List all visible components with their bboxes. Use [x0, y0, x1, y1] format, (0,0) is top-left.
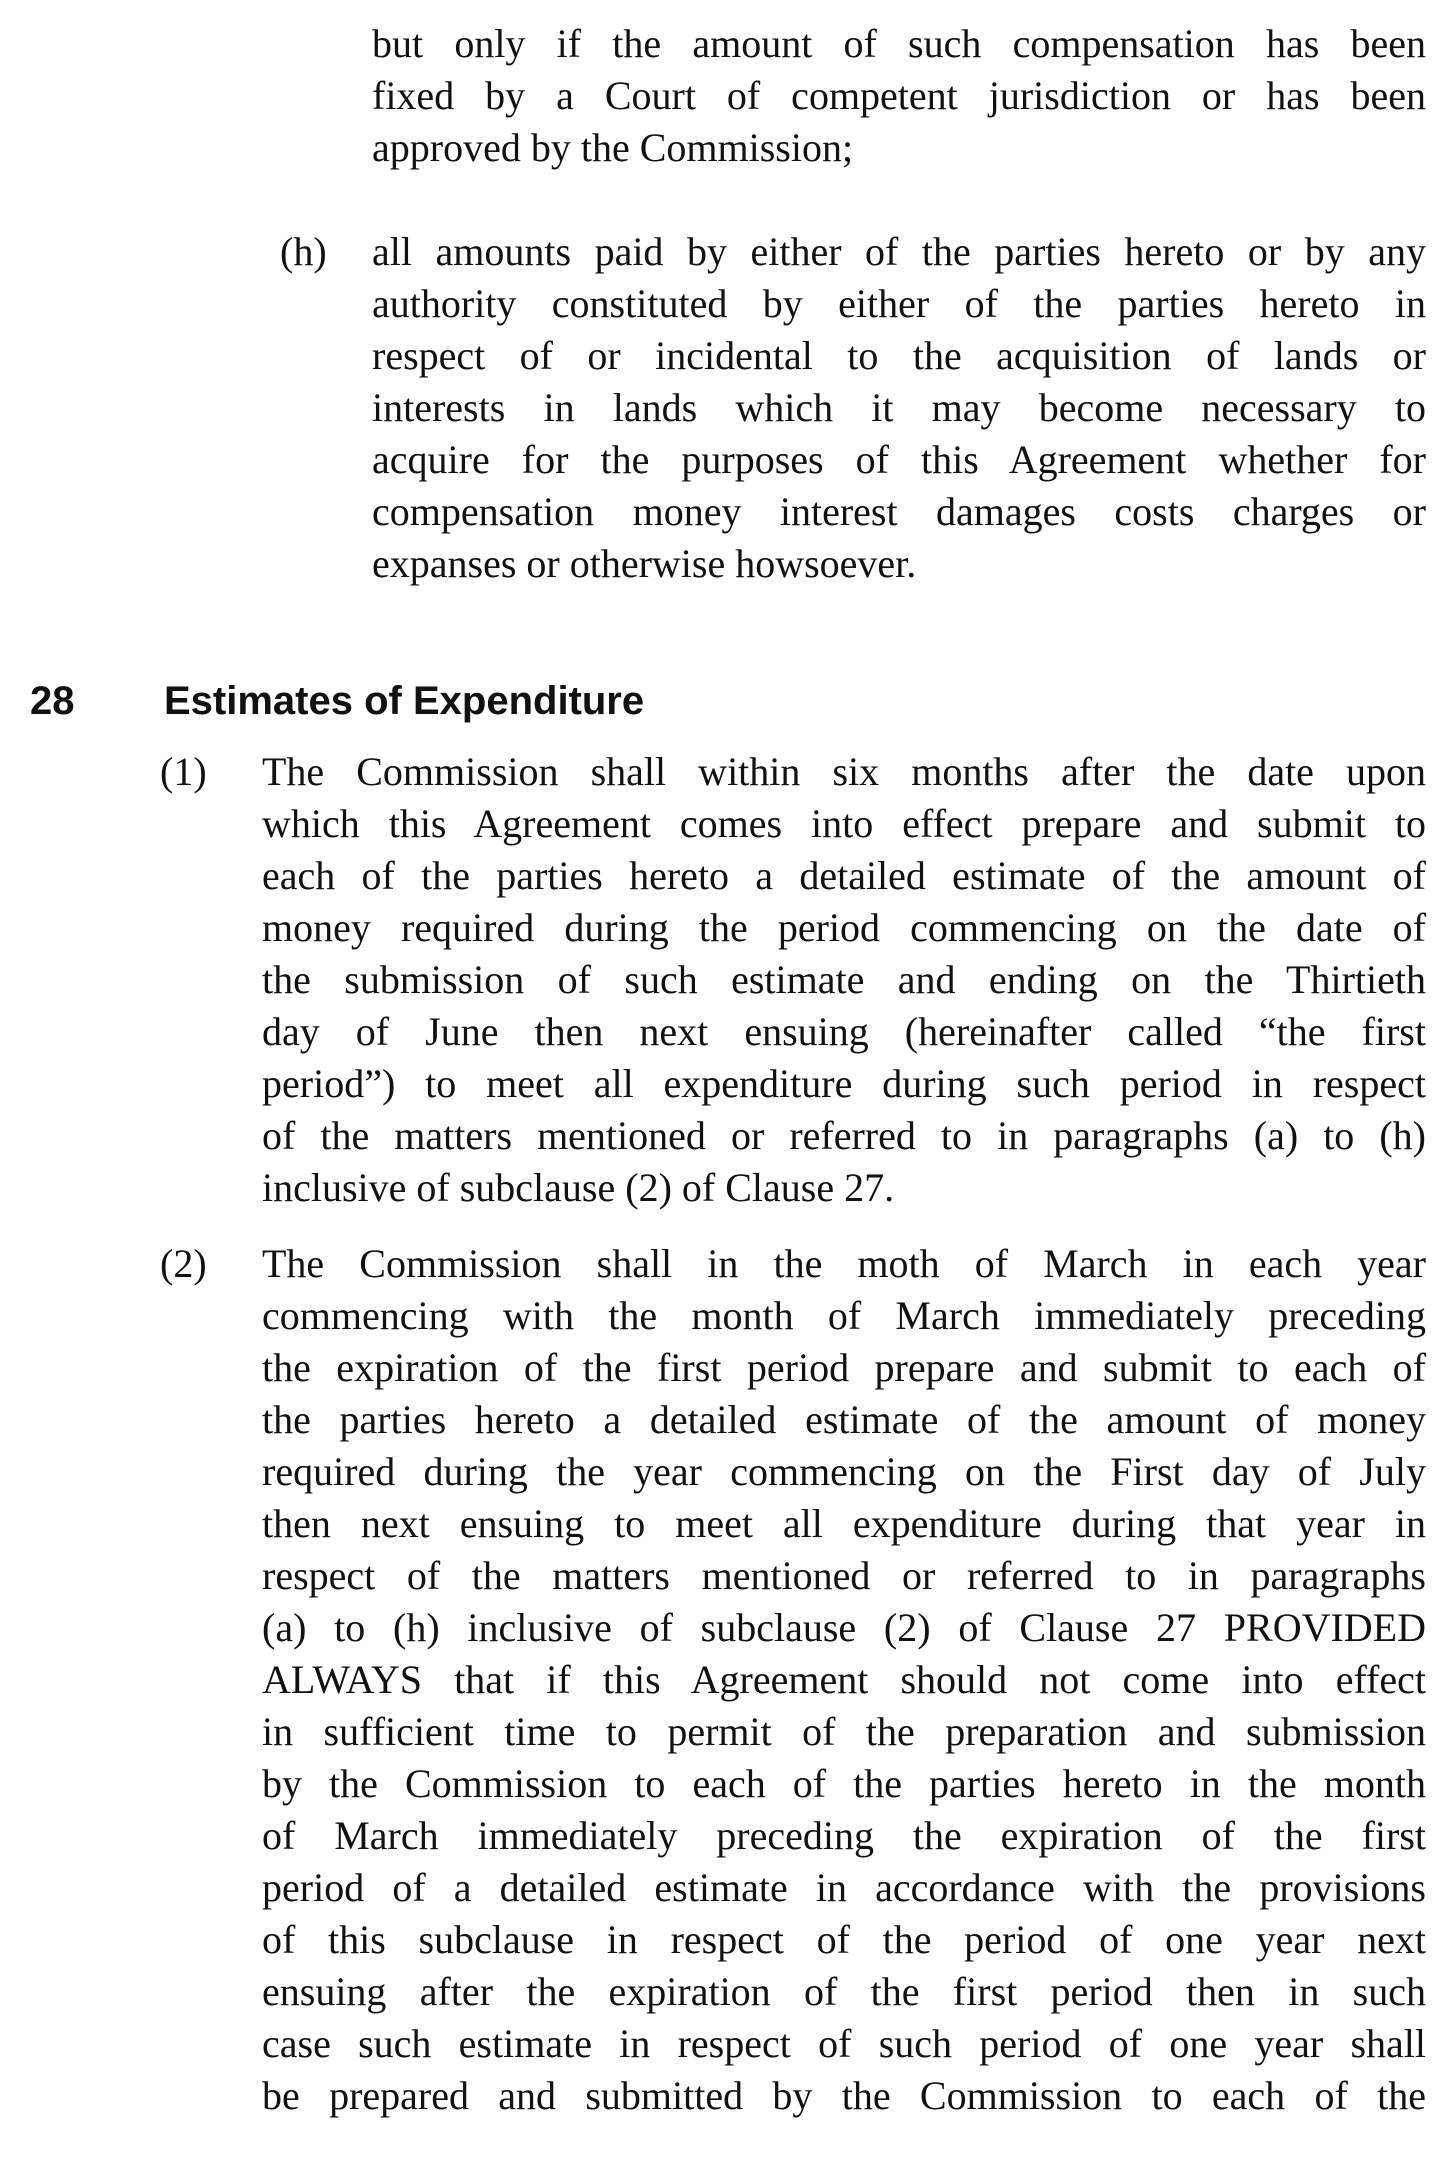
text-line: be prepared and submitted by the Commission to each of the	[262, 2073, 1426, 2118]
subclause-2-paragraph	[262, 1238, 1426, 2122]
text-line: then next ensuing to meet all expenditure during that year in	[262, 1501, 1426, 1546]
text-line: money required during the period commencing on the date of	[262, 905, 1426, 950]
text-line: of this subclause in respect of the period of one year next	[262, 1917, 1426, 1962]
item-h-paragraph	[372, 226, 1426, 590]
text-line: day of June then next ensuing (hereinafter called “the first	[262, 1009, 1426, 1054]
subclause-2-marker: (2)	[160, 1241, 207, 1286]
text-line: period of a detailed estimate in accordance with the provisions	[262, 1865, 1426, 1910]
text-line: all amounts paid by either of the parties hereto or by any	[372, 229, 1426, 274]
text-line: in sufficient time to permit of the preparation and submission	[262, 1709, 1426, 1754]
text-line: authority constituted by either of the parties hereto in	[372, 281, 1426, 326]
subclause-1-paragraph	[262, 746, 1426, 1214]
text-line: of March immediately preceding the expiration of the first	[262, 1813, 1426, 1858]
text-line: period”) to meet all expenditure during such period in respect	[262, 1061, 1426, 1106]
item-h-marker: (h)	[280, 229, 327, 274]
text-line: the parties hereto a detailed estimate of the amount of money	[262, 1397, 1426, 1442]
continuation-paragraph	[372, 18, 1426, 174]
text-line: by the Commission to each of the parties hereto in the month	[262, 1761, 1426, 1806]
text-line: respect of the matters mentioned or referred to in paragraphs	[262, 1553, 1426, 1598]
text-line: inclusive of subclause (2) of Clause 27.	[262, 1165, 895, 1210]
text-line: each of the parties hereto a detailed estimate of the amount of	[262, 853, 1426, 898]
text-line: compensation money interest damages costs charges or	[372, 489, 1426, 534]
text-line: of the matters mentioned or referred to in paragraphs (a) to (h)	[262, 1113, 1426, 1158]
text-line: approved by the Commission;	[372, 125, 854, 170]
text-line: The Commission shall in the moth of March in each year	[262, 1241, 1426, 1286]
text-line: commencing with the month of March immediately preceding	[262, 1293, 1426, 1338]
text-line: required during the year commencing on the First day of July	[262, 1449, 1426, 1494]
text-line: respect of or incidental to the acquisition of lands or	[372, 333, 1426, 378]
text-line: ensuing after the expiration of the first period then in such	[262, 1969, 1426, 2014]
text-line: but only if the amount of such compensation has been	[372, 21, 1426, 66]
text-line: case such estimate in respect of such period of one year shall	[262, 2021, 1426, 2066]
text-line: the submission of such estimate and ending on the Thirtieth	[262, 957, 1426, 1002]
section-title: Estimates of Expenditure	[164, 679, 645, 723]
text-line: expanses or otherwise howsoever.	[372, 541, 917, 586]
text-line: ALWAYS that if this Agreement should not come into effect	[262, 1657, 1426, 1702]
section-number: 28	[30, 679, 75, 723]
text-line: fixed by a Court of competent jurisdiction or has been	[372, 73, 1426, 118]
text-line: The Commission shall within six months after the date upon	[262, 749, 1426, 794]
text-line: acquire for the purposes of this Agreement whether for	[372, 437, 1426, 482]
text-line: which this Agreement comes into effect prepare and submit to	[262, 801, 1426, 846]
text-line: (a) to (h) inclusive of subclause (2) of Clause 27 PROVIDED	[262, 1605, 1426, 1650]
subclause-1-marker: (1)	[160, 749, 207, 794]
text-line: interests in lands which it may become necessary to	[372, 385, 1426, 430]
text-line: the expiration of the first period prepare and submit to each of	[262, 1345, 1426, 1390]
